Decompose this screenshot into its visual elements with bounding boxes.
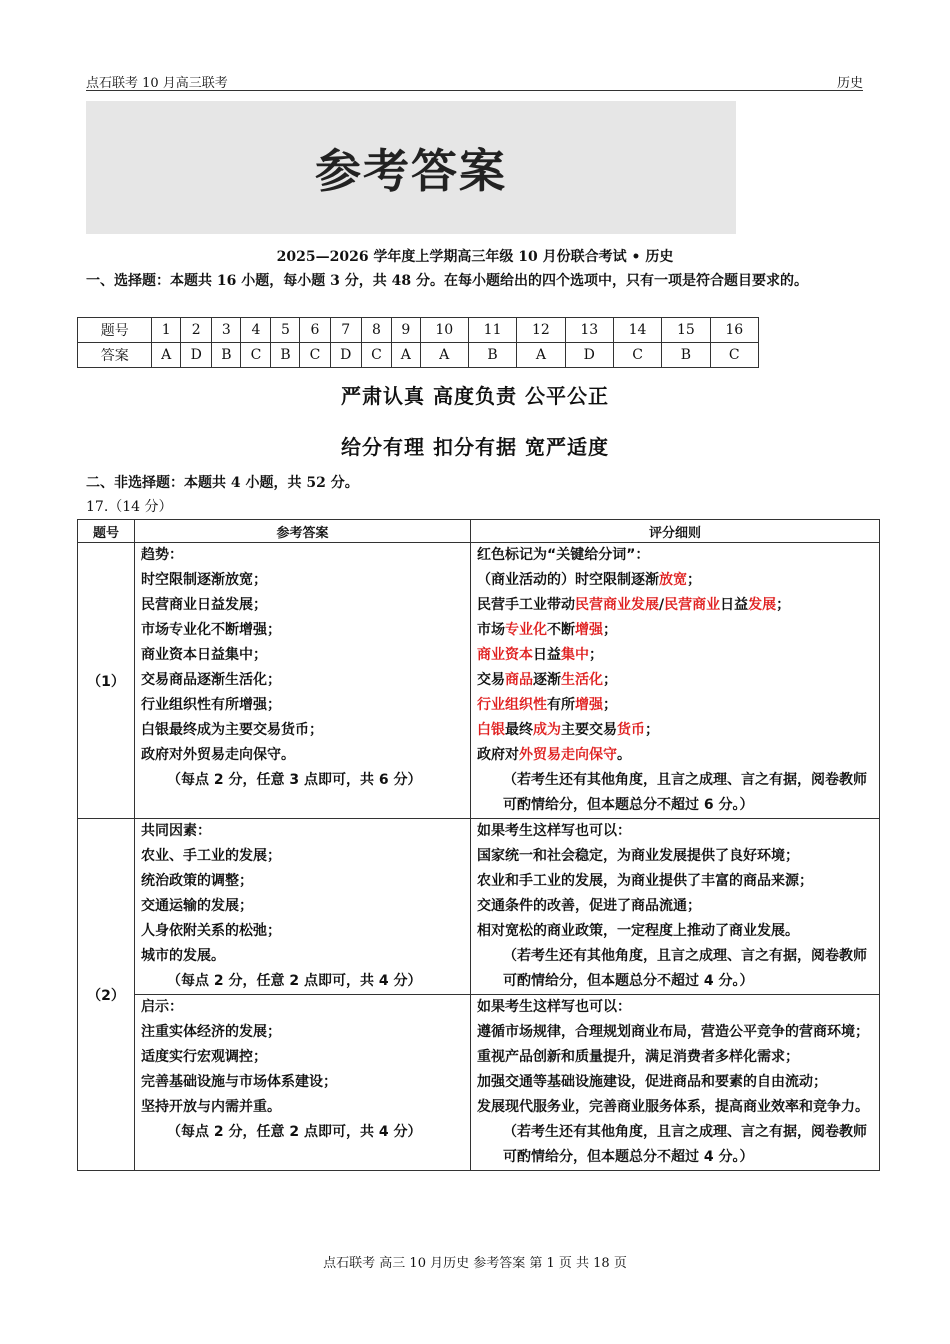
q2a-row bbox=[78, 819, 880, 995]
answer-line: 坚持开放与内需并重。 bbox=[141, 1099, 281, 1115]
answer-line: 民营商业日益发展； bbox=[141, 597, 267, 613]
q2a-rubric-cell bbox=[471, 819, 880, 995]
rubric-text: 不断 bbox=[547, 622, 575, 638]
answer-cell: B bbox=[662, 343, 710, 368]
answer-table bbox=[77, 317, 759, 368]
question-number-cell: 16 bbox=[710, 318, 758, 343]
question-number-cell: 6 bbox=[300, 318, 330, 343]
question-number-cell: 7 bbox=[330, 318, 361, 343]
page-header bbox=[86, 68, 863, 91]
key-scoring-word: 生活化 bbox=[561, 672, 603, 688]
answer-cell: C bbox=[361, 343, 391, 368]
row-label-number: 题号 bbox=[78, 318, 152, 343]
answer-line: 商业资本日益集中； bbox=[141, 647, 267, 663]
question-number-cell: 13 bbox=[565, 318, 613, 343]
rubric-text: 交易 bbox=[477, 672, 505, 688]
answer-line: 注重实体经济的发展； bbox=[141, 1024, 281, 1040]
question-number-cell: 9 bbox=[392, 318, 421, 343]
rubric-line: 农业和手工业的发展，为商业提供了丰富的商品来源； bbox=[477, 873, 813, 889]
q2a-rubric-note: （若考生还有其他角度，且言之成理、言之有据，阅卷教师可酌情给分，但本题总分不超过 4 分。） bbox=[503, 948, 867, 989]
q2b-answer-cell bbox=[135, 995, 471, 1171]
question-number-cell: 10 bbox=[420, 318, 468, 343]
rubric-line bbox=[477, 693, 873, 718]
rubric-line: 加强交通等基础设施建设，促进商品和要素的自由流动； bbox=[477, 1074, 827, 1090]
rubric-text: 民营手工业带动 bbox=[477, 597, 575, 613]
question-number-cell: 14 bbox=[613, 318, 661, 343]
answer-cell: A bbox=[152, 343, 181, 368]
rubric-text: ； bbox=[776, 597, 791, 613]
q2-label: （2） bbox=[78, 819, 135, 1171]
question-number-cell: 5 bbox=[271, 318, 300, 343]
q1-row bbox=[78, 543, 880, 819]
q2b-rubric-cell bbox=[471, 995, 880, 1171]
answer-line: 城市的发展。 bbox=[141, 948, 225, 964]
answer-cell: C bbox=[300, 343, 330, 368]
answer-table-answer-row bbox=[78, 343, 759, 368]
answer-cell: B bbox=[212, 343, 241, 368]
answer-cell: D bbox=[565, 343, 613, 368]
key-scoring-word: 成为 bbox=[533, 722, 561, 738]
rubric-line: 国家统一和社会稳定，为商业发展提供了良好环境； bbox=[477, 848, 799, 864]
rubric-line: 如果考生这样写也可以： bbox=[477, 823, 631, 839]
rubric-text: 日益 bbox=[533, 647, 561, 663]
rubric-text: ； bbox=[603, 672, 617, 688]
rubric-text: ； bbox=[687, 572, 701, 588]
answer-line: 共同因素： bbox=[141, 823, 211, 839]
key-scoring-word: 民营商业 bbox=[664, 597, 721, 613]
rubric-line bbox=[477, 568, 873, 593]
answer-line: 交通运输的发展； bbox=[141, 898, 253, 914]
rubric-line bbox=[477, 618, 873, 643]
answer-line: 趋势： bbox=[141, 547, 183, 563]
page-footer: 点石联考 高三 10 月历史 参考答案 第 1 页 共 18 页 bbox=[323, 1256, 627, 1271]
question-number-cell: 3 bbox=[212, 318, 241, 343]
key-scoring-word: 货币 bbox=[617, 722, 645, 738]
answer-cell: A bbox=[420, 343, 468, 368]
rubric-text: 逐渐 bbox=[533, 672, 561, 688]
answer-cell: A bbox=[392, 343, 421, 368]
answer-line: 统治政策的调整； bbox=[141, 873, 253, 889]
rubric-line bbox=[477, 643, 873, 668]
answer-line: （每点 2 分，任意 2 点即可，共 4 分） bbox=[167, 973, 422, 989]
key-scoring-word: 集中 bbox=[561, 647, 589, 663]
key-scoring-word: 放宽 bbox=[659, 572, 687, 588]
answer-line: 人身依附关系的松弛； bbox=[141, 923, 281, 939]
rubric-text: 日益 bbox=[720, 597, 749, 613]
rubric-text: 。 bbox=[617, 747, 631, 763]
slogan-1: 严肃认真 高度负责 公平公正 bbox=[341, 384, 609, 408]
answer-line: 交易商品逐渐生活化； bbox=[141, 672, 281, 688]
exam-subtitle: 2025—2026 学年度上学期高三年级 10 月份联合考试 • 历史 bbox=[276, 249, 674, 265]
answer-line: 行业组织性有所增强； bbox=[141, 697, 281, 713]
question-number-cell: 2 bbox=[180, 318, 211, 343]
question-number-cell: 4 bbox=[241, 318, 271, 343]
question-number-cell: 12 bbox=[517, 318, 565, 343]
rubric-text: ； bbox=[603, 697, 617, 713]
answer-line: 农业、手工业的发展； bbox=[141, 848, 281, 864]
q1-rubric-cell bbox=[471, 543, 880, 819]
header-exam-name: 点石联考 10 月高三联考 bbox=[86, 76, 228, 91]
key-scoring-word: 商业资本 bbox=[477, 647, 533, 663]
question-number-cell: 1 bbox=[152, 318, 181, 343]
rubric-line bbox=[477, 593, 873, 618]
q1-rubric-note: （若考生还有其他角度，且言之成理、言之有据，阅卷教师可酌情给分，但本题总分不超过 6 分。） bbox=[503, 772, 867, 813]
rubric-line: 交通条件的改善，促进了商品流通； bbox=[477, 898, 701, 914]
section2-intro: 二、非选择题：本题共 4 小题，共 52 分。 bbox=[86, 475, 359, 491]
question-17-label: 17.（14 分） bbox=[86, 499, 173, 515]
header-subject: 历史 bbox=[836, 76, 863, 91]
rubric-text: 有所 bbox=[547, 697, 575, 713]
detail-header-row bbox=[78, 520, 880, 543]
question-number-cell: 8 bbox=[361, 318, 391, 343]
question-number-cell: 11 bbox=[468, 318, 516, 343]
answer-line: 时空限制逐渐放宽； bbox=[141, 572, 267, 588]
key-scoring-word: 商品 bbox=[505, 672, 533, 688]
rubric-text: ； bbox=[589, 647, 603, 663]
answer-cell: C bbox=[613, 343, 661, 368]
rubric-text: ； bbox=[603, 622, 617, 638]
q2a-answer-cell bbox=[135, 819, 471, 995]
answer-cell: D bbox=[330, 343, 361, 368]
rubric-line bbox=[477, 668, 873, 693]
rubric-line bbox=[477, 718, 873, 743]
q1-answer-cell bbox=[135, 543, 471, 819]
q1-label: （1） bbox=[78, 543, 135, 819]
key-scoring-word: 民营商业发展 bbox=[575, 597, 659, 613]
answer-cell: C bbox=[710, 343, 758, 368]
rubric-line bbox=[477, 543, 873, 568]
question-number-cell: 15 bbox=[662, 318, 710, 343]
answer-cell: A bbox=[517, 343, 565, 368]
answer-line: （每点 2 分，任意 3 点即可，共 6 分） bbox=[167, 772, 422, 788]
answer-cell: D bbox=[180, 343, 211, 368]
rubric-line: 发展现代服务业，完善商业服务体系，提高商业效率和竞争力。 bbox=[477, 1099, 869, 1115]
q2b-rubric-note: （若考生还有其他角度，且言之成理、言之有据，阅卷教师可酌情给分，但本题总分不超过 4 分。） bbox=[503, 1124, 867, 1165]
answer-line: 完善基础设施与市场体系建设； bbox=[141, 1074, 337, 1090]
rubric-line: 重视产品创新和质量提升，满足消费者多样化需求； bbox=[477, 1049, 799, 1065]
answer-table-number-row bbox=[78, 318, 759, 343]
rubric-text: 红色标记为“关键给分词”： bbox=[477, 547, 650, 563]
answer-cell: C bbox=[241, 343, 271, 368]
key-scoring-word: 增强 bbox=[575, 622, 603, 638]
rubric-line: 相对宽松的商业政策，一定程度上推动了商业发展。 bbox=[477, 923, 799, 939]
key-scoring-word: 白银 bbox=[477, 722, 505, 738]
rubric-text: 政府对 bbox=[477, 747, 519, 763]
key-scoring-word: 发展 bbox=[748, 597, 777, 613]
rubric-text: ； bbox=[645, 722, 659, 738]
answer-line: 政府对外贸易走向保守。 bbox=[141, 747, 295, 763]
answer-cell: B bbox=[271, 343, 300, 368]
answer-line: 市场专业化不断增强； bbox=[141, 622, 281, 638]
rubric-line bbox=[477, 743, 873, 768]
rubric-line: 遵循市场规律，合理规划商业布局，营造公平竞争的营商环境； bbox=[477, 1024, 869, 1040]
key-scoring-word: 行业组织性 bbox=[477, 697, 547, 713]
col-header-number: 题号 bbox=[78, 520, 135, 543]
key-scoring-word: 专业化 bbox=[505, 622, 547, 638]
rubric-text: 主要交易 bbox=[561, 722, 617, 738]
answer-line: 启示： bbox=[141, 999, 183, 1015]
rubric-text: / bbox=[659, 597, 665, 613]
key-scoring-word: 外贸易走向保守 bbox=[519, 747, 617, 763]
section1-intro: 一、选择题：本题共 16 小题，每小题 3 分，共 48 分。在每小题给出的四个选项中，只有一项是符合题目要求的。 bbox=[86, 273, 808, 289]
rubric-text: 市场 bbox=[477, 622, 505, 638]
q2b-row bbox=[78, 995, 880, 1171]
col-header-rubric: 评分细则 bbox=[471, 520, 880, 543]
title-banner bbox=[86, 101, 736, 234]
answer-line: 适度实行宏观调控； bbox=[141, 1049, 267, 1065]
slogan-2: 给分有理 扣分有据 宽严适度 bbox=[341, 435, 609, 459]
key-scoring-word: 增强 bbox=[575, 697, 603, 713]
row-label-answer: 答案 bbox=[78, 343, 152, 368]
rubric-line: 如果考生这样写也可以： bbox=[477, 999, 631, 1015]
answer-line: 白银最终成为主要交易货币； bbox=[141, 722, 323, 738]
col-header-answer: 参考答案 bbox=[135, 520, 471, 543]
answer-line: （每点 2 分，任意 2 点即可，共 4 分） bbox=[167, 1124, 422, 1140]
banner-title: 参考答案 bbox=[315, 143, 507, 198]
rubric-text: （商业活动的）时空限制逐渐 bbox=[477, 572, 659, 588]
rubric-text: 最终 bbox=[505, 722, 533, 738]
detail-table bbox=[77, 519, 880, 1171]
answer-cell: B bbox=[468, 343, 516, 368]
